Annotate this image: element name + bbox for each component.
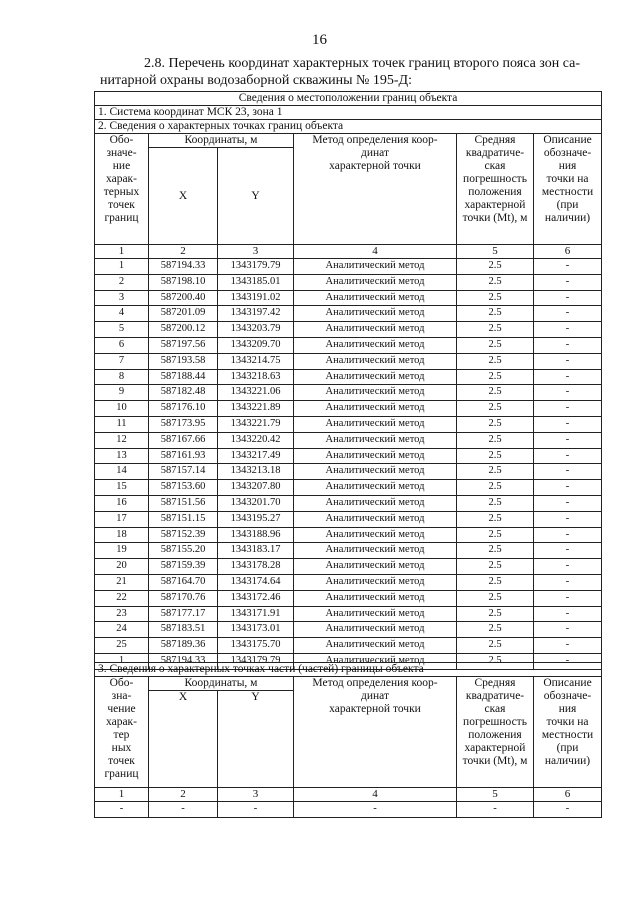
coordinate-system-row: 1. Система координат МСК 23, зона 1 (95, 106, 602, 120)
coord-x: 587167.66 (149, 432, 218, 448)
coord-x: 587157.14 (149, 464, 218, 480)
accuracy: - (457, 802, 534, 818)
point-id: 2 (95, 274, 149, 290)
accuracy: 2.5 (457, 622, 534, 638)
table-row (95, 432, 602, 448)
table-row (95, 416, 602, 432)
header-description: Описание обозначе- ния точки на местности (при наличии) (534, 134, 602, 245)
header-accuracy: Средняя квадратиче- ская погрешность положения характерной точки (Mt), м (457, 134, 534, 245)
point-id: 13 (95, 448, 149, 464)
description: - (534, 653, 602, 669)
table-row (95, 259, 602, 275)
coord-x: 587173.95 (149, 416, 218, 432)
coord-x: 587151.15 (149, 511, 218, 527)
method: - (294, 802, 457, 818)
coord-x: 587170.76 (149, 590, 218, 606)
accuracy: 2.5 (457, 543, 534, 559)
table-body (95, 259, 602, 670)
coord-x: 587201.09 (149, 306, 218, 322)
coord-x: 587200.40 (149, 290, 218, 306)
coord-x: - (149, 802, 218, 818)
point-id: 14 (95, 464, 149, 480)
header-x: X (149, 148, 218, 245)
coord-x: 587188.44 (149, 369, 218, 385)
point-id: 18 (95, 527, 149, 543)
column-number: 4 (294, 788, 457, 802)
coord-y: 1343179.79 (218, 259, 294, 275)
section-3-title: 3. Сведения о характерных точках части (частей) границы объекта (95, 663, 602, 677)
header-coordinates-2: Координаты, м (149, 677, 294, 691)
accuracy: 2.5 (457, 495, 534, 511)
accuracy: 2.5 (457, 337, 534, 353)
description: - (534, 416, 602, 432)
point-id: 4 (95, 306, 149, 322)
coord-y: 1343221.79 (218, 416, 294, 432)
accuracy: 2.5 (457, 322, 534, 338)
point-id: 16 (95, 495, 149, 511)
coord-y: 1343195.27 (218, 511, 294, 527)
coord-y: 1343201.70 (218, 495, 294, 511)
coord-y: 1343209.70 (218, 337, 294, 353)
coord-y: 1343221.89 (218, 401, 294, 417)
method: Аналитический метод (294, 590, 457, 606)
table-row (95, 353, 602, 369)
method: Аналитический метод (294, 353, 457, 369)
accuracy: 2.5 (457, 274, 534, 290)
coord-x: 587153.60 (149, 480, 218, 496)
accuracy: 2.5 (457, 606, 534, 622)
coord-y: 1343183.17 (218, 543, 294, 559)
method: Аналитический метод (294, 464, 457, 480)
section-heading (100, 55, 608, 89)
description: - (534, 259, 602, 275)
description: - (534, 638, 602, 654)
method: Аналитический метод (294, 290, 457, 306)
accuracy: 2.5 (457, 638, 534, 654)
method: Аналитический метод (294, 559, 457, 575)
header-method: Метод определения коор- динат характерной точки (294, 134, 457, 245)
table-row (95, 448, 602, 464)
accuracy: 2.5 (457, 464, 534, 480)
coord-y: 1343174.64 (218, 574, 294, 590)
coord-y: 1343172.46 (218, 590, 294, 606)
coord-x: 587161.93 (149, 448, 218, 464)
coord-x: 587189.36 (149, 638, 218, 654)
table-row (95, 322, 602, 338)
method: Аналитический метод (294, 306, 457, 322)
column-number: 3 (218, 788, 294, 802)
coord-y: 1343213.18 (218, 464, 294, 480)
table-row (95, 480, 602, 496)
description: - (534, 401, 602, 417)
column-number: 6 (534, 245, 602, 259)
table-body-2 (95, 802, 602, 818)
method: Аналитический метод (294, 543, 457, 559)
method: Аналитический метод (294, 369, 457, 385)
column-number: 6 (534, 788, 602, 802)
accuracy: 2.5 (457, 590, 534, 606)
column-numbers-row (95, 245, 602, 259)
accuracy: 2.5 (457, 559, 534, 575)
point-id: 5 (95, 322, 149, 338)
coord-y: 1343185.01 (218, 274, 294, 290)
header-x-2: X (149, 691, 218, 788)
section-2-title: 2. Сведения о характерных точках границ объекта (95, 120, 602, 134)
description: - (534, 448, 602, 464)
coord-y: 1343218.63 (218, 369, 294, 385)
coord-y: 1343178.28 (218, 559, 294, 575)
table-row (95, 274, 602, 290)
coord-x: 587182.48 (149, 385, 218, 401)
coord-y: 1343171.91 (218, 606, 294, 622)
coord-y: - (218, 802, 294, 818)
description: - (534, 495, 602, 511)
table-row (95, 638, 602, 654)
method: Аналитический метод (294, 259, 457, 275)
point-id: 15 (95, 480, 149, 496)
description: - (534, 559, 602, 575)
point-id: 8 (95, 369, 149, 385)
accuracy: 2.5 (457, 401, 534, 417)
coord-y: 1343221.06 (218, 385, 294, 401)
heading-line-2: нитарной охраны водозаборной скважины № 195-Д: (100, 73, 412, 88)
coord-x: 587197.56 (149, 337, 218, 353)
column-number: 5 (457, 788, 534, 802)
coord-y: 1343214.75 (218, 353, 294, 369)
accuracy: 2.5 (457, 306, 534, 322)
table-row (95, 606, 602, 622)
column-numbers-row-2 (95, 788, 602, 802)
coord-x: 587194.33 (149, 259, 218, 275)
accuracy: 2.5 (457, 574, 534, 590)
point-id: 9 (95, 385, 149, 401)
method: Аналитический метод (294, 401, 457, 417)
description: - (534, 337, 602, 353)
method: Аналитический метод (294, 274, 457, 290)
method: Аналитический метод (294, 416, 457, 432)
method: Аналитический метод (294, 527, 457, 543)
description: - (534, 353, 602, 369)
description: - (534, 322, 602, 338)
method: Аналитический метод (294, 653, 457, 669)
description: - (534, 290, 602, 306)
description: - (534, 480, 602, 496)
accuracy: 2.5 (457, 511, 534, 527)
header-coordinates: Координаты, м (149, 134, 294, 148)
method: Аналитический метод (294, 495, 457, 511)
method: Аналитический метод (294, 322, 457, 338)
column-number-row (95, 245, 602, 259)
accuracy: 2.5 (457, 416, 534, 432)
point-id: 21 (95, 574, 149, 590)
coord-y: 1343175.70 (218, 638, 294, 654)
coord-y: 1343220.42 (218, 432, 294, 448)
coord-x: 587183.51 (149, 622, 218, 638)
table-row (95, 543, 602, 559)
method: Аналитический метод (294, 480, 457, 496)
method: Аналитический метод (294, 638, 457, 654)
header-description-2: Описание обозначе- ния точки на местности (при наличии) (534, 677, 602, 788)
table-row (95, 802, 602, 818)
point-id: - (95, 802, 149, 818)
accuracy: 2.5 (457, 432, 534, 448)
point-id: 25 (95, 638, 149, 654)
column-number: 2 (149, 788, 218, 802)
point-id: 10 (95, 401, 149, 417)
description: - (534, 606, 602, 622)
heading-line-1: 2.8. Перечень координат характерных точек границ второго пояса зон са- (144, 56, 581, 71)
table-row (95, 464, 602, 480)
table-row (95, 385, 602, 401)
accuracy: 2.5 (457, 259, 534, 275)
description: - (534, 432, 602, 448)
coord-x: 587164.70 (149, 574, 218, 590)
description: - (534, 274, 602, 290)
description: - (534, 802, 602, 818)
table-row (95, 290, 602, 306)
description: - (534, 369, 602, 385)
point-id: 3 (95, 290, 149, 306)
coord-y: 1343207.80 (218, 480, 294, 496)
accuracy: 2.5 (457, 290, 534, 306)
table-row (95, 622, 602, 638)
method: Аналитический метод (294, 511, 457, 527)
point-id: 6 (95, 337, 149, 353)
coord-x: 587152.39 (149, 527, 218, 543)
header-y-2: Y (218, 691, 294, 788)
method: Аналитический метод (294, 385, 457, 401)
coord-x: 587193.58 (149, 353, 218, 369)
accuracy: 2.5 (457, 369, 534, 385)
table-row (95, 527, 602, 543)
coord-x: 587151.56 (149, 495, 218, 511)
header-point-designation: Обо- значе- ние харак- терных точек границ (95, 134, 149, 245)
coord-x: 587200.12 (149, 322, 218, 338)
description: - (534, 622, 602, 638)
description: - (534, 306, 602, 322)
coord-y: 1343203.79 (218, 322, 294, 338)
table-title: Сведения о местоположении границ объекта (95, 92, 602, 106)
table-row (95, 495, 602, 511)
boundary-points-table (94, 91, 602, 670)
header-method-2: Метод определения коор- динат характерной точки (294, 677, 457, 788)
point-id: 23 (95, 606, 149, 622)
column-number: 5 (457, 245, 534, 259)
method: Аналитический метод (294, 432, 457, 448)
point-id: 1 (95, 259, 149, 275)
coord-x: 587159.39 (149, 559, 218, 575)
description: - (534, 590, 602, 606)
table-row (95, 559, 602, 575)
coord-y: 1343197.42 (218, 306, 294, 322)
description: - (534, 527, 602, 543)
column-number: 4 (294, 245, 457, 259)
method: Аналитический метод (294, 574, 457, 590)
column-number: 1 (95, 788, 149, 802)
accuracy: 2.5 (457, 480, 534, 496)
table-row (95, 401, 602, 417)
table-row (95, 511, 602, 527)
page-number: 16 (312, 32, 327, 48)
description: - (534, 464, 602, 480)
table-row (95, 590, 602, 606)
point-id: 7 (95, 353, 149, 369)
header-accuracy-2: Средняя квадратиче- ская погрешность положения характерной точки (Mt), м (457, 677, 534, 788)
column-number: 3 (218, 245, 294, 259)
table-row (95, 574, 602, 590)
coord-y: 1343217.49 (218, 448, 294, 464)
table-row (95, 337, 602, 353)
point-id: 1 (95, 653, 149, 669)
column-number: 1 (95, 245, 149, 259)
part-points-table (94, 662, 602, 818)
point-id: 11 (95, 416, 149, 432)
accuracy: 2.5 (457, 448, 534, 464)
point-id: 17 (95, 511, 149, 527)
coord-y: 1343191.02 (218, 290, 294, 306)
point-id: 24 (95, 622, 149, 638)
table-row (95, 306, 602, 322)
point-id: 12 (95, 432, 149, 448)
point-id: 20 (95, 559, 149, 575)
method: Аналитический метод (294, 337, 457, 353)
method: Аналитический метод (294, 622, 457, 638)
description: - (534, 543, 602, 559)
accuracy: 2.5 (457, 653, 534, 669)
coord-x: 587194.33 (149, 653, 218, 669)
accuracy: 2.5 (457, 353, 534, 369)
column-number: 2 (149, 245, 218, 259)
coord-x: 587155.20 (149, 543, 218, 559)
description: - (534, 511, 602, 527)
description: - (534, 385, 602, 401)
description: - (534, 574, 602, 590)
point-id: 22 (95, 590, 149, 606)
accuracy: 2.5 (457, 527, 534, 543)
coord-y: 1343173.01 (218, 622, 294, 638)
coord-x: 587198.10 (149, 274, 218, 290)
coord-y: 1343179.79 (218, 653, 294, 669)
point-id: 19 (95, 543, 149, 559)
coord-x: 587177.17 (149, 606, 218, 622)
method: Аналитический метод (294, 606, 457, 622)
header-y: Y (218, 148, 294, 245)
coord-y: 1343188.96 (218, 527, 294, 543)
header-point-designation-2: Обо- зна- чение харак- тер ных точек границ (95, 677, 149, 788)
coord-x: 587176.10 (149, 401, 218, 417)
accuracy: 2.5 (457, 385, 534, 401)
method: Аналитический метод (294, 448, 457, 464)
column-number-row (95, 788, 602, 802)
table-row (95, 369, 602, 385)
